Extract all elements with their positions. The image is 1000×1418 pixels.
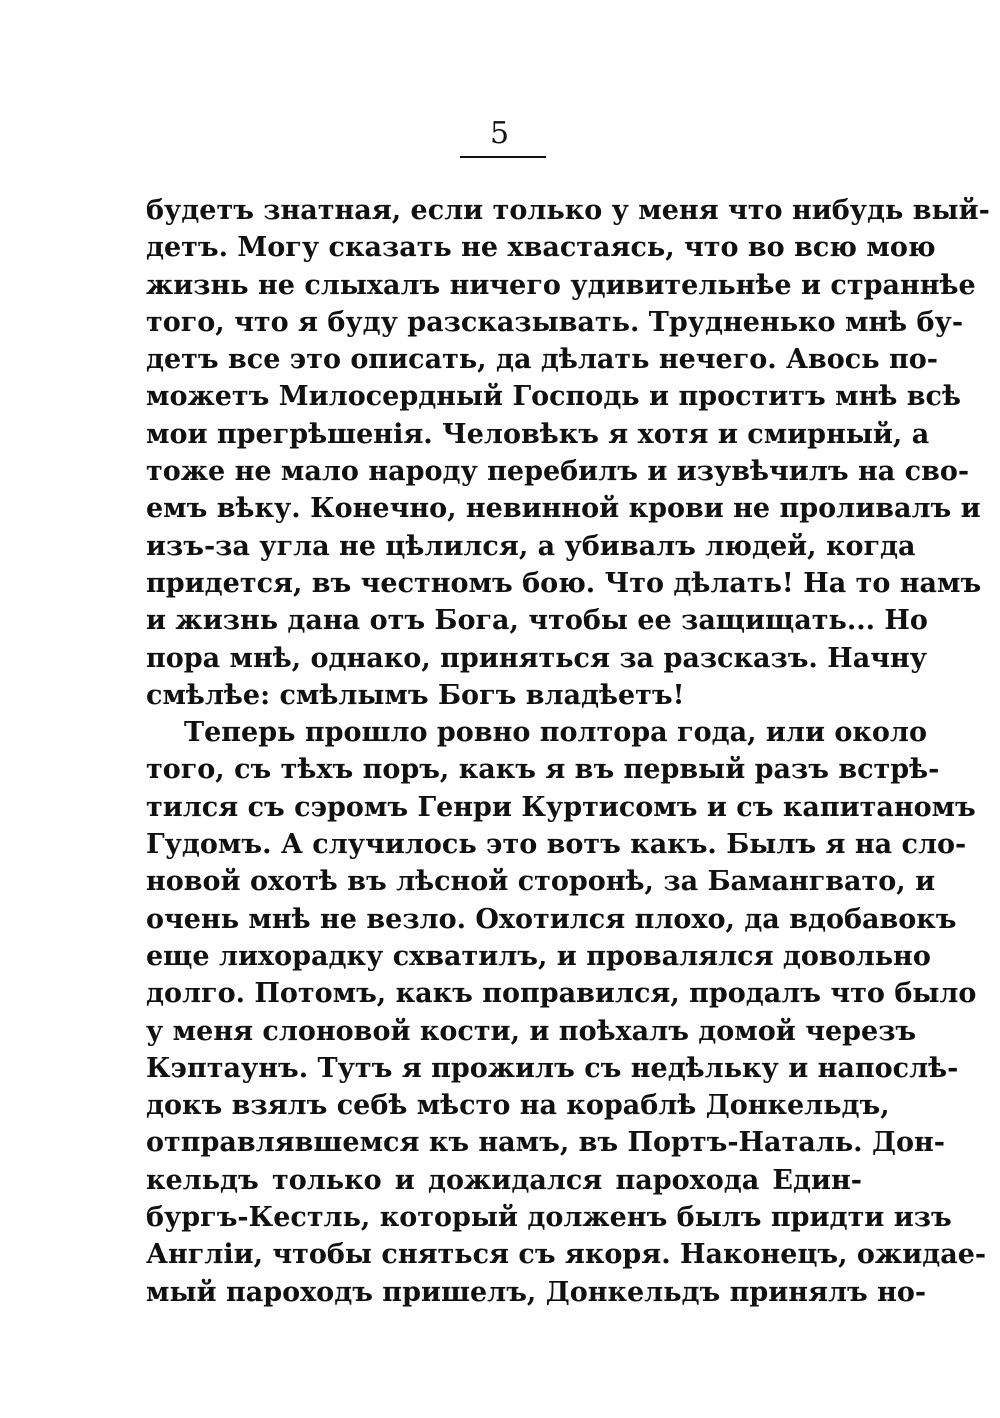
text-line: будетъ знатная, если только у меня что нибудь вый- — [146, 195, 990, 226]
text-line: докъ взялъ себѣ мѣсто на кораблѣ Донкельдъ, — [146, 1090, 890, 1122]
text-line: очень мнѣ не везло. Охотился плохо, да вдобавокъ — [146, 903, 957, 935]
text-line: мои прегрѣшенія. Человѣкъ я хотя и смирный, а — [146, 418, 930, 450]
page-number: 5 — [489, 116, 511, 151]
text-line: жизнь не слыхалъ ничего удивительнѣе и страннѣе — [146, 269, 976, 301]
text-line: отправлявшемся къ намъ, въ Портъ-Наталь. Дон- — [146, 1127, 945, 1159]
text-line: того, съ тѣхъ поръ, какъ я въ первый разъ встрѣ- — [146, 754, 940, 786]
text-line: новой охотѣ въ лѣсной сторонѣ, за Бамангвато, и — [146, 866, 936, 898]
text-line: Кэптаунъ. Тутъ я прожилъ съ недѣльку и напослѣ- — [146, 1052, 959, 1084]
page-number-rule — [460, 156, 546, 158]
text-line: тоже не мало народу перебилъ и изувѣчилъ на сво- — [146, 456, 970, 488]
text-line: мый пароходъ пришелъ, Донкельдъ принялъ но- — [146, 1276, 927, 1308]
text-line: придется, въ честномъ бою. Что дѣлать! На то намъ — [146, 567, 982, 599]
text-line: емъ вѣку. Конечно, невинной крови не проливалъ и — [146, 493, 981, 525]
text-line: того, что я буду разсказывать. Трудненько мнѣ бу- — [146, 306, 964, 338]
text-line: еще лихорадку схватилъ, и провалялся довольно — [146, 940, 931, 972]
text-line: тился съ сэромъ Генри Куртисомъ и съ капитаномъ — [146, 791, 976, 823]
text-line: у меня слоновой кости, и поѣхалъ домой черезъ — [146, 1015, 917, 1047]
text-line: детъ. Могу сказать не хвастаясь, что во всю мою — [146, 232, 936, 264]
text-line: бургъ-Кестль, который долженъ былъ придти изъ — [146, 1202, 952, 1234]
text-line: изъ-за угла не цѣлился, а убивалъ людей, когда — [146, 530, 916, 562]
text-line: и жизнь дана отъ Бога, чтобы ее защищать... Но — [146, 605, 928, 637]
text-line: долго. Потомъ, какъ поправился, продалъ что было — [146, 978, 977, 1010]
text-line: Англіи, чтобы сняться съ якоря. Наконецъ, ожидае- — [146, 1239, 987, 1271]
text-line: пора мнѣ, однако, приняться за разсказъ. Начну — [146, 642, 928, 674]
text-line: детъ все это описать, да дѣлать нечего. Авось по- — [146, 344, 938, 376]
text-line: Гудомъ. А случилось это вотъ какъ. Былъ я на сло- — [146, 829, 967, 861]
text-line: кельдъ только и дожидался парохода Един- — [146, 1164, 862, 1196]
body-text — [146, 192, 990, 1311]
text-line: можетъ Милосердный Господь и проститъ мнѣ всѣ — [146, 381, 961, 413]
text-line-paragraph-start: Теперь прошло ровно полтора года, или около — [184, 717, 927, 749]
text-line-paragraph-end: смѣлѣе: смѣлымъ Богъ владѣетъ! — [146, 679, 685, 711]
